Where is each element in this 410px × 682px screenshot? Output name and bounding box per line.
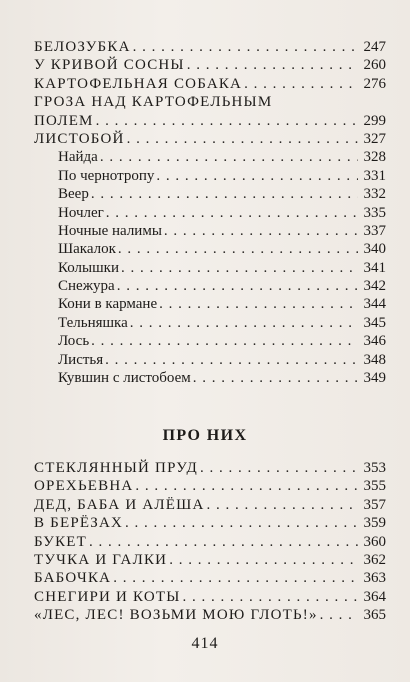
entry-page-number: 345: [363, 314, 386, 331]
entry-title: Тельняшка: [58, 314, 128, 331]
entry-title: ДЕД, БАБА И АЛЁША: [34, 496, 205, 513]
entry-page-number: 335: [363, 204, 386, 221]
entry-page-number: 355: [363, 478, 386, 495]
entry-page-number: 247: [363, 39, 386, 55]
dot-leader: [89, 533, 358, 551]
dot-leader: [169, 551, 358, 569]
entry-title: ГРОЗА НАД КАРТОФЕЛЬНЫМ: [34, 94, 273, 111]
dot-leader: [117, 277, 358, 295]
dot-leader: [159, 295, 358, 313]
entry-page-number: 364: [363, 588, 386, 605]
toc-entry: [34, 569, 386, 587]
toc-entry: [34, 75, 386, 93]
toc-entry: [34, 240, 386, 258]
toc-entry: [34, 514, 386, 532]
dot-leader: [135, 477, 358, 495]
entry-title: Кони в кармане: [58, 296, 158, 313]
toc-entry: [34, 588, 386, 606]
entry-title: Ночлег: [58, 204, 104, 221]
dot-leader: [156, 167, 358, 185]
toc-entry: [34, 259, 386, 277]
entry-title: ЛИСТОБОЙ: [34, 130, 125, 147]
dot-leader: [127, 130, 358, 148]
dot-leader: [164, 222, 358, 240]
entry-page-number: 365: [363, 607, 386, 624]
dot-leader: [125, 514, 358, 532]
entry-title: БАБОЧКА: [34, 570, 112, 587]
toc-entry: [34, 130, 386, 148]
toc-entry: [34, 332, 386, 350]
entry-page-number: 328: [363, 149, 386, 166]
entry-title: Колышки: [58, 259, 119, 276]
entry-title: У КРИВОЙ СОСНЫ: [34, 57, 185, 74]
entry-title: Веер: [58, 186, 89, 203]
entry-title: Кувшин с листобоем: [58, 370, 191, 387]
toc-entry: [34, 148, 386, 166]
entry-page-number: 363: [363, 570, 386, 587]
entry-title: По чернотропу: [58, 167, 155, 184]
entry-title: Листья: [58, 351, 104, 368]
entry-page-number: 299: [363, 112, 386, 129]
entry-page-number: 348: [363, 351, 386, 368]
dot-leader: [130, 314, 358, 332]
dot-leader: [106, 204, 358, 222]
entry-title: БЕЛОЗУБКА: [34, 39, 131, 55]
toc-entry: [34, 167, 386, 185]
entry-title: Найда: [58, 149, 98, 166]
toc-entry: [34, 477, 386, 495]
toc-entry: [34, 459, 386, 477]
entry-page-number: 346: [363, 333, 386, 350]
dot-leader: [121, 259, 358, 277]
entry-page-number: 260: [363, 57, 386, 74]
toc-entry: [34, 314, 386, 332]
entry-title: Шакалок: [58, 241, 116, 258]
dot-leader: [96, 112, 358, 130]
dot-leader: [100, 148, 358, 166]
toc-entry: [34, 93, 386, 111]
entry-title: «ЛЕС, ЛЕС! ВОЗЬМИ МОЮ ГЛОТЬ!»: [34, 607, 318, 624]
contents-list-2: [34, 459, 386, 625]
entry-page-number: 353: [363, 460, 386, 476]
entry-page-number: 360: [363, 533, 386, 550]
contents-list-1: [34, 38, 386, 387]
toc-entry: [34, 185, 386, 203]
entry-page-number: 340: [363, 241, 386, 258]
toc-entry: [34, 112, 386, 130]
toc-entry: [34, 295, 386, 313]
dot-leader: [133, 38, 358, 56]
entry-page-number: 327: [363, 130, 386, 147]
dot-leader: [91, 185, 358, 203]
entry-title: Ночные налимы: [58, 222, 162, 239]
toc-entry: [34, 277, 386, 295]
toc-entry: [34, 56, 386, 74]
toc-entry: [34, 551, 386, 569]
dot-leader: [118, 240, 358, 258]
entry-page-number: 341: [363, 259, 386, 276]
dot-leader: [183, 588, 358, 606]
toc-entry: [34, 204, 386, 222]
entry-page-number: 342: [363, 278, 386, 295]
toc-entry: [34, 533, 386, 551]
dot-leader: [244, 75, 358, 93]
dot-leader: [193, 369, 358, 387]
dot-leader: [200, 459, 358, 477]
entry-page-number: 332: [363, 186, 386, 203]
entry-page-number: 359: [363, 515, 386, 532]
entry-title: БУКЕТ: [34, 533, 88, 550]
toc-entry: [34, 351, 386, 369]
entry-title: СНЕГИРИ И КОТЫ: [34, 588, 181, 605]
toc-entry: [34, 38, 386, 56]
dot-leader: [105, 351, 358, 369]
entry-title: Лось: [58, 333, 90, 350]
toc-entry: [34, 369, 386, 387]
dot-leader: [320, 606, 358, 624]
entry-page-number: 344: [363, 296, 386, 313]
entry-page-number: 337: [363, 222, 386, 239]
entry-page-number: 276: [363, 75, 386, 92]
toc-entry: [34, 606, 386, 624]
dot-leader: [187, 56, 358, 74]
toc-entry: [34, 222, 386, 240]
entry-title: В БЕРЁЗАХ: [34, 515, 124, 532]
dot-leader: [91, 332, 358, 350]
page-number: 414: [191, 635, 219, 652]
entry-title: ТУЧКА И ГАЛКИ: [34, 551, 168, 568]
entry-title: Снежура: [58, 278, 115, 295]
section-heading: ПРО НИХ: [162, 427, 248, 444]
dot-leader: [207, 496, 359, 514]
entry-title: КАРТОФЕЛЬНАЯ СОБАКА: [34, 75, 243, 92]
toc-entry: [34, 496, 386, 514]
entry-page-number: 362: [363, 551, 386, 568]
entry-page-number: 349: [363, 370, 386, 387]
entry-title: СТЕКЛЯННЫЙ ПРУД: [34, 460, 198, 476]
entry-title: ОРЕХЬЕВНА: [34, 478, 134, 495]
entry-title: ПОЛЕМ: [34, 112, 94, 129]
entry-page-number: 331: [363, 167, 386, 184]
entry-page-number: 357: [363, 496, 386, 513]
dot-leader: [113, 569, 358, 587]
